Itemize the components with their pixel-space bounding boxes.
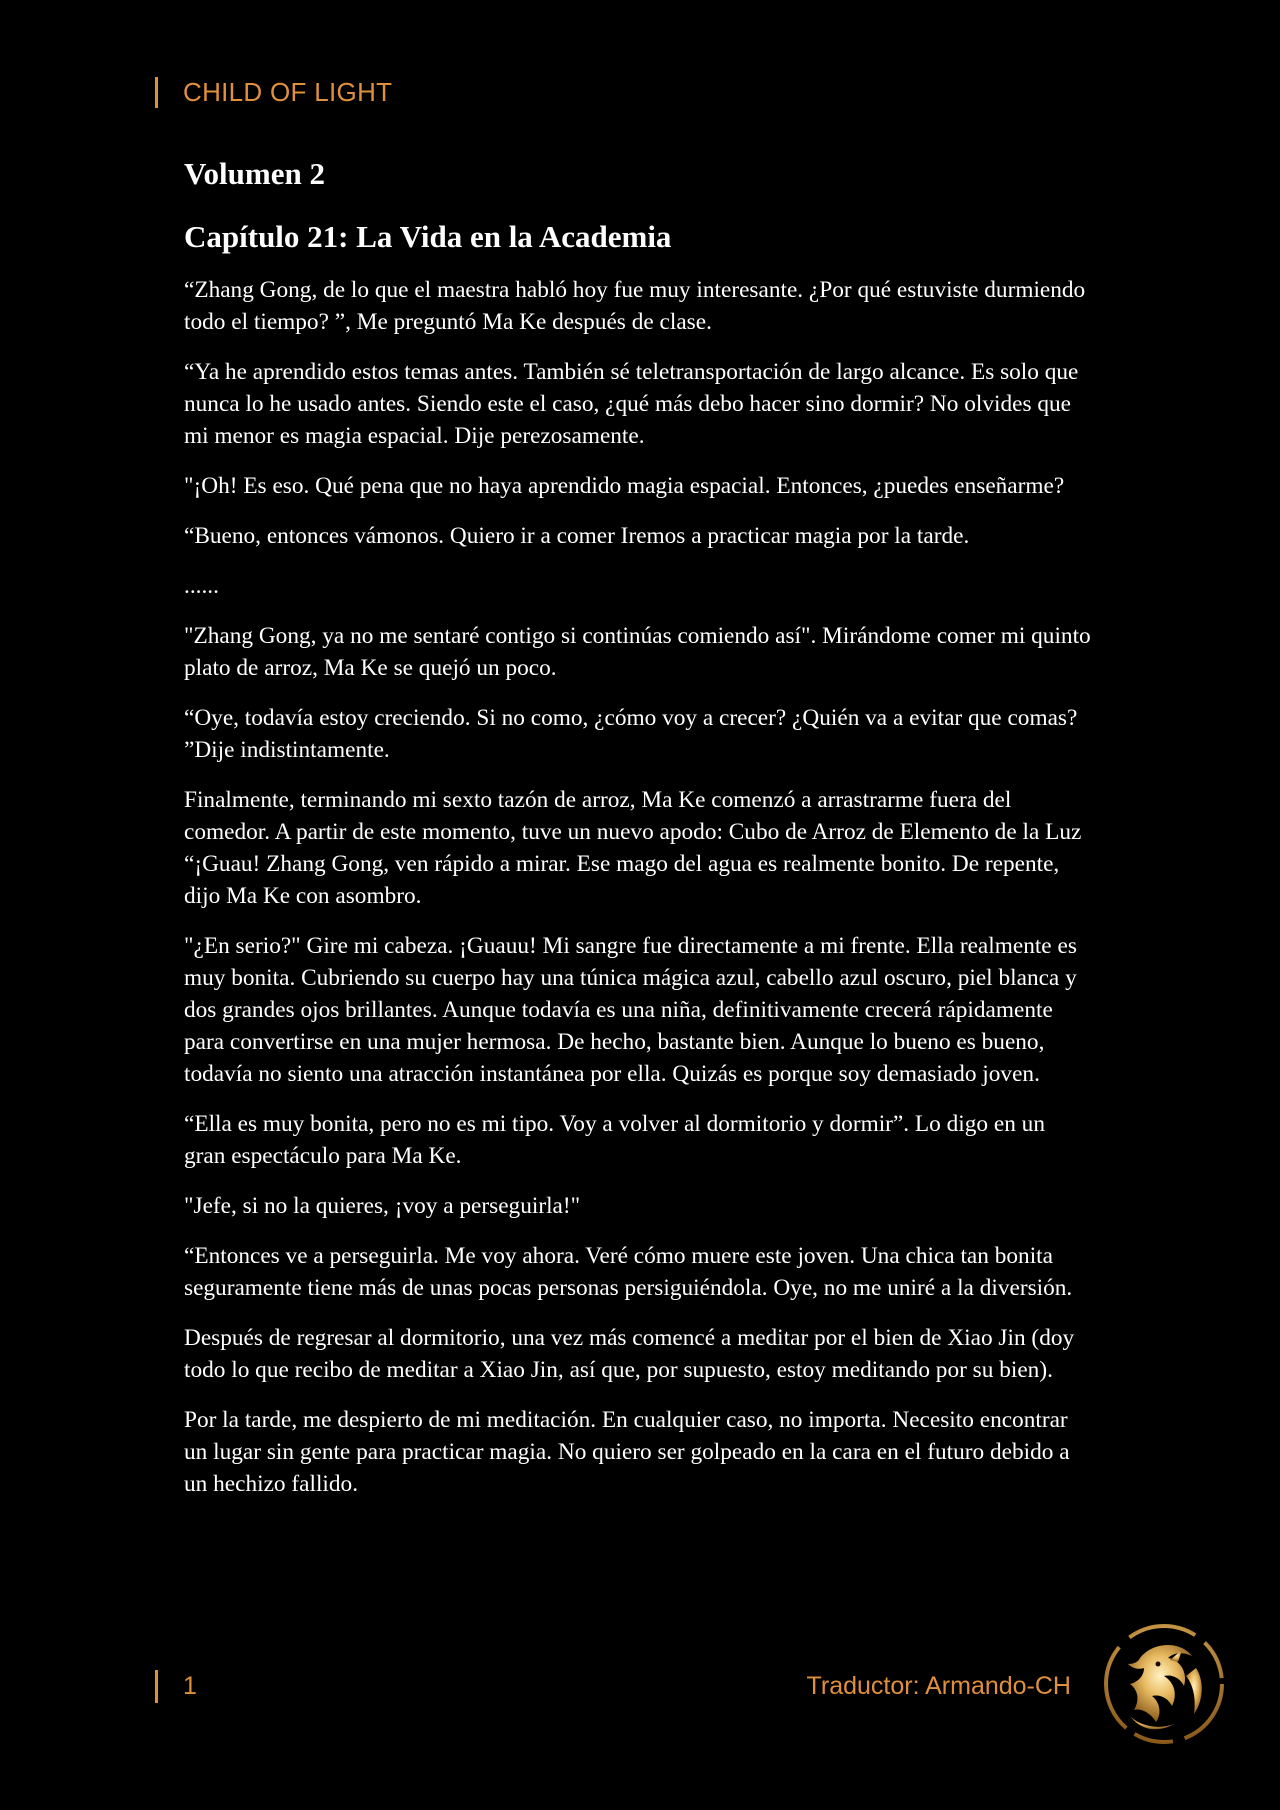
paragraph: “Zhang Gong, de lo que el maestra habló hoy fue muy interesante. ¿Por qué estuviste durmiendo todo el tiempo? ”, Me preguntó Ma Ke después de clase. [184,277,1086,335]
paragraph: “Ya he aprendido estos temas antes. También sé teletransportación de largo alcance. Es solo que nunca lo he usado antes. Siendo este el caso, ¿qué más debo hacer sino dormir? No olvides que mi menor es magia espacial. Dije perezosamente. [184,359,1079,449]
scene-break: ...... [184,573,219,599]
paragraph: "Zhang Gong, ya no me sentaré contigo si continúas comiendo así". Mirándome comer mi quinto plato de arroz, Ma Ke se quejó un poco. [184,623,1091,681]
paragraph: “Oye, todavía estoy creciendo. Si no como, ¿cómo voy a crecer? ¿Quién va a evitar que comas? ”Dije indistintamente. [184,705,1078,763]
paragraph: Por la tarde, me despierto de mi meditación. En cualquier caso, no importa. Necesito encontrar un lugar sin gente para practicar magia. No quiero ser golpeado en la cara en el futuro debido a un hechizo fallido. [184,1407,1070,1497]
volume-heading: Volumen 2 [184,156,325,191]
dragon-logo-icon [1100,1620,1228,1748]
chapter-heading: Capítulo 21: La Vida en la Academia [184,219,672,254]
page-number: 1 [183,1672,197,1700]
paragraph: "¿En serio?" Gire mi cabeza. ¡Guauu! Mi sangre fue directamente a mi frente. Ella realmente es muy bonita. Cubriendo su cuerpo hay una túnica mágica azul, cabello azul oscuro, piel blanca y dos grandes ojos brillantes. Aunque todavía es una niña, definitivamente crecerá rápidamente para convertirse en una mujer hermosa. De hecho, bastante bien. Aunque lo bueno es bueno, todavía no siento una atracción instantánea por ella. Quizás es porque soy demasiado joven. [184,933,1077,1087]
paragraph: Después de regresar al dormitorio, una vez más comencé a meditar por el bien de Xiao Jin (doy todo lo que recibo de meditar a Xiao Jin, así que, por supuesto, estoy meditando por su bien). [184,1325,1075,1383]
translator-credit: Traductor: Armando-CH [806,1672,1071,1700]
footer-accent-bar [155,1670,158,1703]
document-body [184,152,1092,1518]
paragraph: "¡Oh! Es eso. Qué pena que no haya aprendido magia espacial. Entonces, ¿puedes enseñarme? [184,473,1065,499]
paragraph: “Ella es muy bonita, pero no es mi tipo. Voy a volver al dormitorio y dormir”. Lo digo en un gran espectáculo para Ma Ke. [184,1111,1045,1169]
page-header [155,77,392,108]
page-footer [155,1670,1071,1703]
paragraph: Finalmente, terminando mi sexto tazón de arroz, Ma Ke comenzó a arrastrarme fuera del comedor. A partir de este momento, tuve un nuevo apodo: Cubo de Arroz de Elemento de la Luz “¡Guau! Zhang Gong, ven rápido a mirar. Ese mago del agua es realmente bonito. De repente, dijo Ma Ke con asombro. [184,787,1082,909]
header-accent-bar [155,77,158,108]
paragraph: “Entonces ve a perseguirla. Me voy ahora. Veré cómo muere este joven. Una chica tan bonita seguramente tiene más de unas pocas personas persiguiéndola. Oye, no me uniré a la diversión. [184,1243,1073,1301]
book-title: CHILD OF LIGHT [183,77,393,107]
paragraph: "Jefe, si no la quieres, ¡voy a perseguirla!" [184,1193,581,1219]
paragraph: “Bueno, entonces vámonos. Quiero ir a comer Iremos a practicar magia por la tarde. [184,523,970,549]
